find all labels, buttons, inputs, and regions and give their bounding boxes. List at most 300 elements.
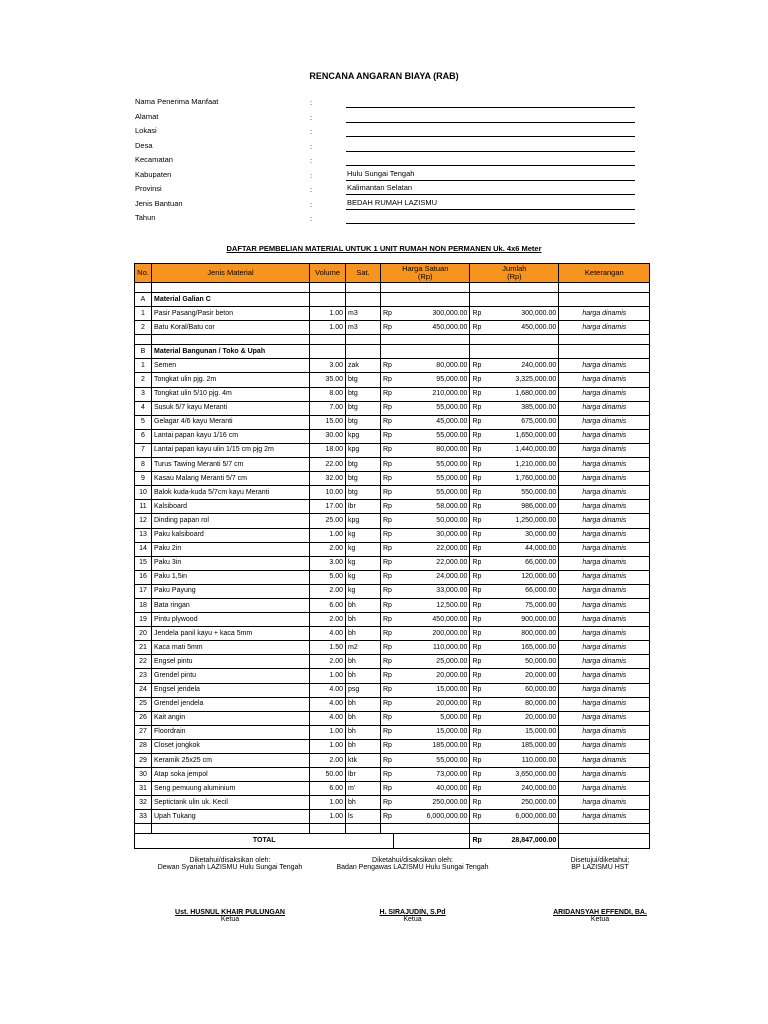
table-row (135, 307, 650, 321)
row-currency-total: Rp (470, 321, 484, 335)
row-volume: 4.00 (310, 711, 346, 725)
row-no: 7 (135, 443, 152, 457)
row-material: Kalsiboard (152, 500, 310, 514)
row-material: Keramik 25x25 cm (152, 754, 310, 768)
row-amount: 185,000.00 (484, 739, 559, 753)
row-note: harga dinamis (559, 359, 650, 373)
table-row (135, 739, 650, 753)
row-currency: Rp (381, 486, 394, 500)
col-sat: Sat. (346, 264, 381, 283)
sign-line1: Diketahui/disaksikan oleh: (372, 857, 453, 864)
row-material: Pasir Pasang/Pasir beton (152, 307, 310, 321)
row-amount: 1,650,000.00 (484, 429, 559, 443)
signer-role: Ketua (220, 916, 240, 923)
row-unit: btg (346, 415, 381, 429)
table-header-row (135, 264, 650, 283)
row-price: 200,000.00 (394, 627, 470, 641)
info-colon: : (310, 127, 313, 136)
row-unit: kpg (346, 514, 381, 528)
row-no: 21 (135, 641, 152, 655)
info-row (135, 111, 635, 126)
row-volume: 3.00 (310, 359, 346, 373)
row-volume: 1.00 (310, 810, 346, 824)
row-material: Septictank ulin uk. Kecil (152, 796, 310, 810)
row-unit: bh (346, 725, 381, 739)
row-amount: 66,000.00 (484, 584, 559, 598)
row-note: harga dinamis (559, 542, 650, 556)
row-amount: 1,210,000.00 (484, 458, 559, 472)
row-price: 110,000.00 (394, 641, 470, 655)
row-unit: bh (346, 711, 381, 725)
signature-block-heading (325, 857, 500, 871)
row-volume: 1.00 (310, 739, 346, 753)
row-note: harga dinamis (559, 458, 650, 472)
row-amount: 300,000.00 (484, 307, 559, 321)
row-amount: 800,000.00 (484, 627, 559, 641)
row-material: Paku Payung (152, 584, 310, 598)
row-amount: 44,000.00 (484, 542, 559, 556)
row-amount: 50,000.00 (484, 655, 559, 669)
row-note: harga dinamis (559, 655, 650, 669)
row-price: 20,000.00 (394, 697, 470, 711)
row-material: Paku 1,5in (152, 570, 310, 584)
row-volume: 17.00 (310, 500, 346, 514)
row-no: 29 (135, 754, 152, 768)
table-row (135, 627, 650, 641)
row-material: Upah Tukang (152, 810, 310, 824)
table-row (135, 683, 650, 697)
row-currency-total: Rp (470, 683, 484, 697)
row-no: 23 (135, 669, 152, 683)
row-amount: 20,000.00 (484, 711, 559, 725)
row-unit: zak (346, 359, 381, 373)
row-currency-total: Rp (470, 387, 484, 401)
col-jenis: Jenis Material (152, 264, 310, 283)
info-label: Kabupaten (135, 169, 172, 179)
row-currency-total: Rp (470, 697, 484, 711)
table-row (135, 514, 650, 528)
row-note: harga dinamis (559, 598, 650, 612)
info-label: Alamat (135, 111, 159, 121)
row-material: Tongkat ulin pjg. 2m (152, 373, 310, 387)
row-no: 32 (135, 796, 152, 810)
row-volume: 1.00 (310, 725, 346, 739)
row-note: harga dinamis (559, 584, 650, 598)
rab-table (134, 263, 650, 849)
row-no: 18 (135, 598, 152, 612)
info-value-field[interactable] (346, 96, 635, 108)
row-volume: 1.50 (310, 641, 346, 655)
row-volume: 1.00 (310, 669, 346, 683)
signer-name: ARIDANSYAH EFFENDI, BA. (553, 909, 647, 916)
col-jumlah-line1: Jumlah (502, 264, 527, 273)
info-value-field[interactable] (346, 111, 635, 123)
row-currency: Rp (381, 613, 394, 627)
info-value-field[interactable]: Hulu Sungai Tengah (346, 169, 635, 181)
total-currency: Rp (470, 834, 484, 848)
info-value-field[interactable] (346, 154, 635, 166)
row-unit: btg (346, 401, 381, 415)
info-row (135, 198, 635, 213)
row-material: Kaca mati 5mm (152, 641, 310, 655)
row-currency-total: Rp (470, 373, 484, 387)
row-currency-total: Rp (470, 359, 484, 373)
row-material: Floordrain (152, 725, 310, 739)
row-price: 30,000.00 (394, 528, 470, 542)
row-material: Balok kuda-kuda 5/7cm kayu Meranti (152, 486, 310, 500)
row-amount: 240,000.00 (484, 782, 559, 796)
row-price: 25,000.00 (394, 655, 470, 669)
info-row (135, 169, 635, 184)
row-no: 28 (135, 739, 152, 753)
document-title: RENCANA ANGARAN BIAYA (RAB) (309, 71, 459, 81)
row-material: Grendel pintu (152, 669, 310, 683)
row-currency: Rp (381, 542, 394, 556)
row-note: harga dinamis (559, 711, 650, 725)
info-value-field[interactable] (346, 125, 635, 137)
section-code: A (135, 293, 152, 307)
row-volume: 1.00 (310, 796, 346, 810)
signature-block-heading (145, 857, 315, 871)
sign-line1: Disetujui/diketahui; (570, 857, 630, 864)
row-note: harga dinamis (559, 429, 650, 443)
row-no: 8 (135, 458, 152, 472)
row-unit: m2 (346, 641, 381, 655)
row-currency: Rp (381, 711, 394, 725)
row-amount: 66,000.00 (484, 556, 559, 570)
row-material: Dinding papan rol (152, 514, 310, 528)
row-volume: 25.00 (310, 514, 346, 528)
row-note: harga dinamis (559, 486, 650, 500)
row-price: 80,000.00 (394, 443, 470, 457)
row-price: 95,000.00 (394, 373, 470, 387)
row-note: harga dinamis (559, 514, 650, 528)
row-currency: Rp (381, 472, 394, 486)
row-currency-total: Rp (470, 782, 484, 796)
row-price: 22,000.00 (394, 542, 470, 556)
row-note: harga dinamis (559, 627, 650, 641)
row-unit: ktk (346, 754, 381, 768)
row-price: 50,000.00 (394, 514, 470, 528)
info-row (135, 154, 635, 169)
row-currency-total: Rp (470, 627, 484, 641)
row-material: Paku 3in (152, 556, 310, 570)
row-currency: Rp (381, 387, 394, 401)
row-no: 16 (135, 570, 152, 584)
table-row (135, 810, 650, 824)
row-currency: Rp (381, 810, 394, 824)
row-currency-total: Rp (470, 443, 484, 457)
row-volume: 2.00 (310, 584, 346, 598)
row-unit: bh (346, 627, 381, 641)
row-volume: 2.00 (310, 655, 346, 669)
row-unit: lbr (346, 500, 381, 514)
row-no: 6 (135, 429, 152, 443)
table-row (135, 768, 650, 782)
sign-line1: Diketahui/disaksikan oleh: (189, 857, 271, 864)
row-currency: Rp (381, 683, 394, 697)
row-currency-total: Rp (470, 486, 484, 500)
row-note: harga dinamis (559, 556, 650, 570)
row-price: 55,000.00 (394, 472, 470, 486)
row-amount: 250,000.00 (484, 796, 559, 810)
row-note: harga dinamis (559, 641, 650, 655)
row-currency-total: Rp (470, 711, 484, 725)
row-unit: kg (346, 584, 381, 598)
row-amount: 1,680,000.00 (484, 387, 559, 401)
row-currency: Rp (381, 528, 394, 542)
col-no: No. (135, 264, 152, 283)
row-no: 31 (135, 782, 152, 796)
row-unit: kg (346, 542, 381, 556)
table-row (135, 387, 650, 401)
row-currency: Rp (381, 307, 394, 321)
info-colon: : (310, 214, 313, 223)
row-amount: 450,000.00 (484, 321, 559, 335)
row-price: 300,000.00 (394, 307, 470, 321)
row-unit: bh (346, 796, 381, 810)
row-currency: Rp (381, 627, 394, 641)
row-volume: 1.00 (310, 528, 346, 542)
info-value-field[interactable]: Kalimantan Selatan (346, 183, 635, 195)
table-row (135, 359, 650, 373)
table-row (135, 472, 650, 486)
row-price: 15,000.00 (394, 683, 470, 697)
row-amount: 675,000.00 (484, 415, 559, 429)
row-currency: Rp (381, 669, 394, 683)
signature-block-name (520, 909, 680, 923)
table-row (135, 401, 650, 415)
row-volume: 10.00 (310, 486, 346, 500)
row-no: 30 (135, 768, 152, 782)
row-currency: Rp (381, 739, 394, 753)
table-row (135, 542, 650, 556)
info-colon: : (310, 185, 313, 194)
row-no: 10 (135, 486, 152, 500)
row-material: Gelagar 4/6 kayu Meranti (152, 415, 310, 429)
row-currency: Rp (381, 415, 394, 429)
row-currency: Rp (381, 584, 394, 598)
table-row (135, 486, 650, 500)
info-row (135, 183, 635, 198)
info-colon: : (310, 170, 313, 180)
row-note: harga dinamis (559, 768, 650, 782)
row-amount: 3,650,000.00 (484, 768, 559, 782)
row-unit: kg (346, 570, 381, 584)
row-volume: 4.00 (310, 683, 346, 697)
table-row (135, 429, 650, 443)
blank-row (135, 335, 650, 345)
row-no: 3 (135, 387, 152, 401)
table-row (135, 782, 650, 796)
info-colon: : (310, 98, 313, 107)
sign-line2: Badan Pengawas LAZISMU Hulu Sungai Tengah (336, 864, 489, 871)
row-currency-total: Rp (470, 754, 484, 768)
row-no: 24 (135, 683, 152, 697)
row-note: harga dinamis (559, 754, 650, 768)
row-volume: 32.00 (310, 472, 346, 486)
row-price: 5,000.00 (394, 711, 470, 725)
total-value: 28,847,000.00 (484, 834, 559, 848)
table-subtitle: DAFTAR PEMBELIAN MATERIAL UNTUK 1 UNIT RUMAH NON PERMANEN Uk. 4x6 Meter (226, 244, 542, 253)
row-unit: bh (346, 613, 381, 627)
col-jumlah (470, 264, 559, 283)
row-note: harga dinamis (559, 683, 650, 697)
table-row (135, 500, 650, 514)
row-no: 9 (135, 472, 152, 486)
row-volume: 8.00 (310, 387, 346, 401)
section-code: B (135, 345, 152, 359)
row-currency-total: Rp (470, 500, 484, 514)
row-volume: 35.00 (310, 373, 346, 387)
row-price: 73,000.00 (394, 768, 470, 782)
row-amount: 75,000.00 (484, 598, 559, 612)
row-material: Engsel pintu (152, 655, 310, 669)
table-row (135, 669, 650, 683)
row-no: 27 (135, 725, 152, 739)
info-colon: : (310, 141, 313, 151)
row-price: 15,000.00 (394, 725, 470, 739)
table-row (135, 321, 650, 335)
section-row (135, 345, 650, 359)
row-currency-total: Rp (470, 458, 484, 472)
table-row (135, 796, 650, 810)
row-material: Lantai papan kayu 1/16 cm (152, 429, 310, 443)
row-price: 20,000.00 (394, 669, 470, 683)
signer-name: Ust. HUSNUL KHAIR PULUNGAN (175, 909, 285, 916)
signer-role: Ketua (590, 916, 610, 923)
row-price: 55,000.00 (394, 754, 470, 768)
row-amount: 1,250,000.00 (484, 514, 559, 528)
row-no: 22 (135, 655, 152, 669)
table-row (135, 373, 650, 387)
row-no: 2 (135, 321, 152, 335)
signature-block-heading (520, 857, 680, 871)
row-price: 450,000.00 (394, 613, 470, 627)
row-unit: bh (346, 739, 381, 753)
row-volume: 1.00 (310, 321, 346, 335)
info-label: Kecamatan (135, 155, 173, 164)
info-value-field[interactable] (346, 212, 635, 224)
row-currency-total: Rp (470, 584, 484, 598)
row-unit: lbr (346, 768, 381, 782)
col-harga-line1: Harga Satuan (402, 264, 449, 273)
row-unit: btg (346, 458, 381, 472)
row-currency: Rp (381, 641, 394, 655)
row-volume: 2.00 (310, 754, 346, 768)
row-amount: 1,760,000.00 (484, 472, 559, 486)
row-note: harga dinamis (559, 321, 650, 335)
row-currency: Rp (381, 443, 394, 457)
total-row (135, 834, 650, 848)
row-currency-total: Rp (470, 810, 484, 824)
info-colon: : (310, 156, 313, 165)
row-volume: 4.00 (310, 627, 346, 641)
row-no: 12 (135, 514, 152, 528)
row-material: Lantai papan kayu ulin 1/15 cm pjg 2m (152, 443, 310, 457)
info-colon: : (310, 112, 313, 122)
row-volume: 15.00 (310, 415, 346, 429)
row-price: 55,000.00 (394, 401, 470, 415)
table-row (135, 556, 650, 570)
col-harga-line2: (Rp) (417, 272, 433, 281)
blank-row (135, 283, 650, 293)
row-unit: btg (346, 387, 381, 401)
row-volume: 22.00 (310, 458, 346, 472)
row-note: harga dinamis (559, 810, 650, 824)
row-unit: btg (346, 486, 381, 500)
row-amount: 550,000.00 (484, 486, 559, 500)
row-amount: 120,000.00 (484, 570, 559, 584)
row-material: Closet jongkok (152, 739, 310, 753)
section-title: Material Galian C (152, 293, 310, 307)
info-value-field[interactable] (346, 140, 635, 152)
section-title: Material Bangunan / Toko & Upah (152, 345, 310, 359)
row-currency: Rp (381, 321, 394, 335)
row-volume: 50.00 (310, 768, 346, 782)
row-material: Semen (152, 359, 310, 373)
row-no: 5 (135, 415, 152, 429)
row-amount: 30,000.00 (484, 528, 559, 542)
row-currency: Rp (381, 570, 394, 584)
row-material: Kait angin (152, 711, 310, 725)
row-note: harga dinamis (559, 373, 650, 387)
row-no: 15 (135, 556, 152, 570)
row-currency-total: Rp (470, 401, 484, 415)
row-unit: kg (346, 528, 381, 542)
info-colon: : (310, 199, 313, 209)
row-note: harga dinamis (559, 415, 650, 429)
row-amount: 986,000.00 (484, 500, 559, 514)
row-note: harga dinamis (559, 401, 650, 415)
info-label: Lokasi (135, 126, 157, 135)
row-material: Batu Koral/Batu cor (152, 321, 310, 335)
col-volume: Volume (310, 264, 346, 283)
table-row (135, 711, 650, 725)
row-no: 1 (135, 307, 152, 321)
row-volume: 2.00 (310, 613, 346, 627)
row-currency: Rp (381, 514, 394, 528)
row-price: 450,000.00 (394, 321, 470, 335)
info-row (135, 212, 635, 227)
row-volume: 6.00 (310, 598, 346, 612)
row-price: 58,000.00 (394, 500, 470, 514)
row-material: Kasau Malang Meranti 5/7 cm (152, 472, 310, 486)
row-amount: 385,000.00 (484, 401, 559, 415)
row-unit: btg (346, 472, 381, 486)
row-no: 26 (135, 711, 152, 725)
row-unit: m3 (346, 307, 381, 321)
row-price: 22,000.00 (394, 556, 470, 570)
row-material: Jendela panil kayu + kaca 5mm (152, 627, 310, 641)
row-unit: bh (346, 697, 381, 711)
info-value-field[interactable]: BEDAH RUMAH LAZISMU (346, 198, 635, 210)
table-row (135, 725, 650, 739)
signature-block-name (145, 909, 315, 923)
row-material: Turus Tawing Meranti 5/7 cm (152, 458, 310, 472)
row-no: 19 (135, 613, 152, 627)
col-jumlah-line2: (Rp) (507, 272, 522, 281)
row-currency: Rp (381, 359, 394, 373)
row-note: harga dinamis (559, 307, 650, 321)
row-note: harga dinamis (559, 443, 650, 457)
row-volume: 4.00 (310, 697, 346, 711)
row-material: Paku kalsiboard (152, 528, 310, 542)
table-row (135, 584, 650, 598)
row-currency: Rp (381, 754, 394, 768)
signature-block-name (325, 909, 500, 923)
row-amount: 20,000.00 (484, 669, 559, 683)
